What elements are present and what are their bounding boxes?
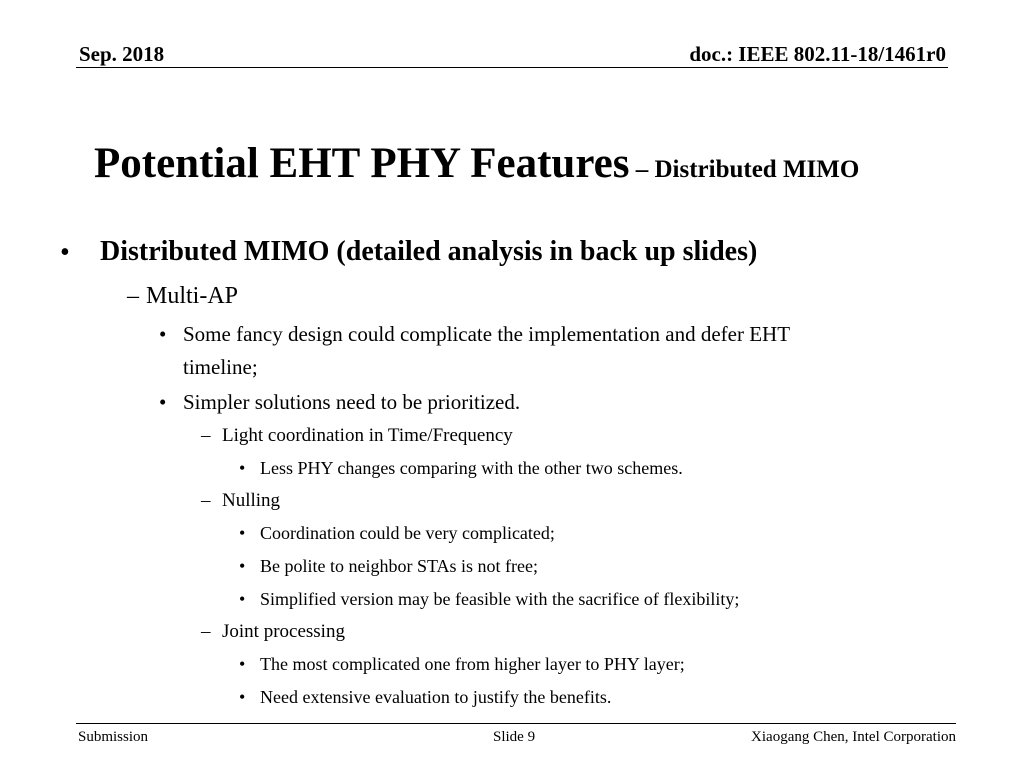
list-item: Less PHY changes comparing with the other two schemes. [260,458,683,478]
list-item: Nulling [222,490,281,511]
bullet-marker: • [239,458,246,478]
dash-marker: – [127,283,139,309]
list-item: Coordination could be very complicated; [260,523,555,543]
list-item: Be polite to neighbor STAs is not free; [260,556,539,576]
bullet-marker: • [239,556,246,576]
list-item: Simplified version may be feasible with the sacrifice of flexibility; [260,589,740,609]
bullet-marker: • [239,589,246,609]
header-doc-id: doc.: IEEE 802.11-18/1461r0 [689,42,946,66]
bullet-marker: • [60,237,70,268]
list-item: Need extensive evaluation to justify the benefits. [260,687,612,707]
dash-marker: – [201,425,211,446]
bullet-marker: • [159,390,167,414]
list-item: Distributed MIMO (detailed analysis in back up slides) [100,236,758,267]
bullet-marker: • [159,322,167,346]
header-date: Sep. 2018 [79,42,165,66]
dash-marker: – [201,621,211,642]
bullet-marker: • [239,654,246,674]
list-item: The most complicated one from higher layer to PHY layer; [260,654,685,674]
bullet-marker: • [239,523,246,543]
list-item: Light coordination in Time/Frequency [222,425,513,446]
slide-title-main: Potential EHT PHY Features [94,140,630,187]
list-item: Simpler solutions need to be prioritized. [183,390,521,414]
footer-slide-number: Slide 9 [493,729,536,745]
list-item: Multi-AP [146,283,239,309]
list-item: Some fancy design could complicate the implementation and defer EHT [183,322,791,346]
footer-submission: Submission [78,729,149,745]
list-item-continuation: timeline; [183,355,258,379]
dash-marker: – [201,490,211,511]
slide-title-sub: – Distributed MIMO [629,156,860,183]
list-item: Joint processing [222,621,345,642]
bullet-marker: • [239,687,246,707]
footer-author: Xiaogang Chen, Intel Corporation [751,729,956,745]
footer-divider [76,723,956,724]
